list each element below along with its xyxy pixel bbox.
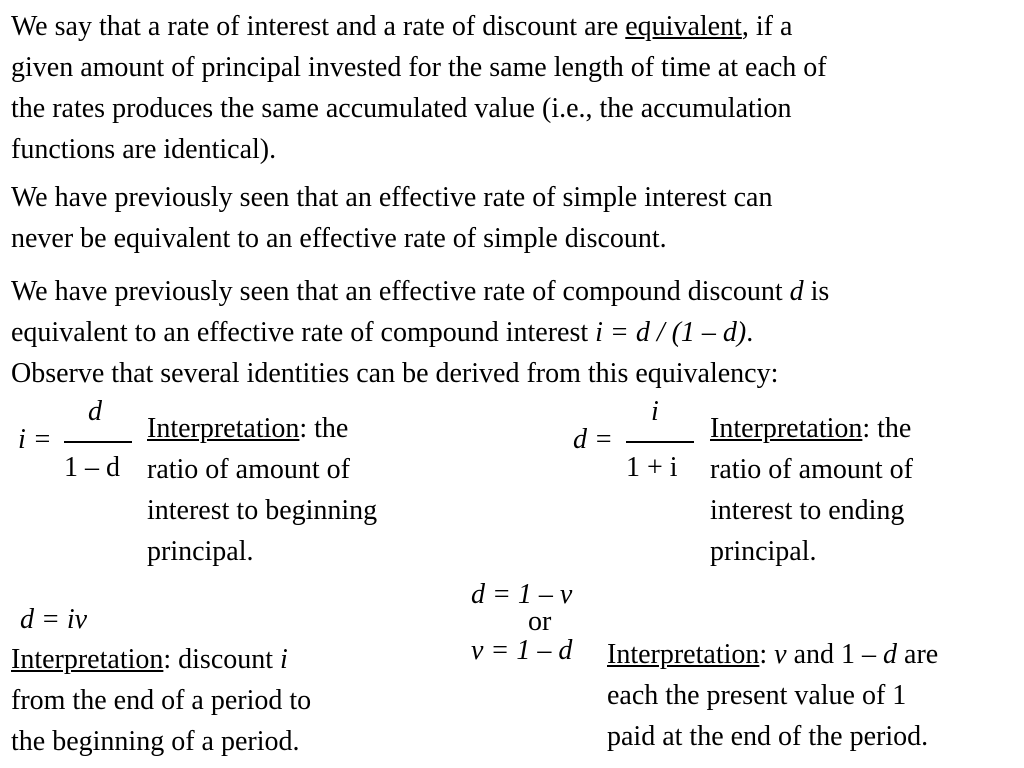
var-v: v — [774, 639, 787, 670]
interpretation-text: : discount — [163, 644, 281, 675]
compound-text: is — [803, 276, 830, 307]
interpretation-text: the beginning of a period. — [11, 726, 300, 757]
compound-line-3: Observe that several identities can be derived from this equivalency: — [11, 358, 779, 389]
interpretation-text: are — [897, 639, 939, 670]
formula-v-equation-2: v = 1 – d — [471, 635, 573, 666]
intro-text: We say that a rate of interest and a rate of discount are — [11, 11, 626, 42]
var-d: d — [883, 639, 898, 670]
compound-text: . — [746, 317, 754, 348]
intro-text: , if a — [741, 11, 793, 42]
intro-paragraph — [11, 6, 827, 170]
interpretation-text: from the end of a period to — [11, 685, 312, 716]
interpretation-text: principal. — [710, 536, 817, 567]
interpretation-label: Interpretation — [11, 644, 164, 675]
compound-text: equivalent to an effective rate of compound interest — [11, 317, 596, 348]
interpretation-text: principal. — [147, 536, 254, 567]
var-d: d — [789, 276, 804, 307]
intro-line-4: functions are identical). — [11, 134, 277, 165]
formula-i-lhs: i = — [18, 424, 52, 455]
interpretation-text: paid at the end of the period. — [607, 721, 929, 752]
simple-line-2: never be equivalent to an effective rate of simple discount. — [11, 223, 667, 254]
formula-d-numerator: i — [651, 396, 659, 427]
compound-formula: i = d / (1 – d) — [595, 317, 747, 348]
intro-line-1 — [11, 6, 827, 47]
compound-line-1 — [11, 271, 829, 312]
formula-div-equation: d = iv — [20, 604, 88, 635]
formula-div-interpretation — [11, 639, 311, 762]
formula-d-lhs: d = — [573, 424, 613, 455]
interpretation-label: Interpretation — [607, 639, 760, 670]
formula-i-denominator: 1 – d — [64, 452, 120, 483]
equivalent-term: equivalent — [625, 11, 742, 42]
formula-d-fraction-bar — [626, 441, 694, 443]
formula-v-equation-1: d = 1 – v — [471, 579, 573, 610]
interpretation-label: Interpretation — [147, 413, 300, 444]
compound-text: We have previously seen that an effective rate of compound discount — [11, 276, 790, 307]
interpretation-text: : — [759, 639, 775, 670]
formula-i-interpretation — [147, 408, 377, 572]
var-i: i — [280, 644, 288, 675]
formula-v-interpretation — [607, 634, 938, 757]
interpretation-label: Interpretation — [710, 413, 863, 444]
formula-v-or: or — [528, 606, 552, 637]
compound-paragraph — [11, 271, 829, 394]
interpretation-text: ratio of amount of — [710, 454, 913, 485]
interpretation-text: interest to ending — [710, 495, 905, 526]
interpretation-text: interest to beginning — [147, 495, 378, 526]
formula-i-numerator: d — [88, 396, 102, 427]
interpretation-text: and 1 – — [786, 639, 884, 670]
interpretation-text: ratio of amount of — [147, 454, 350, 485]
formula-i-fraction-bar — [64, 441, 132, 443]
formula-d-denominator: 1 + i — [626, 452, 678, 483]
simple-line-1: We have previously seen that an effective rate of simple interest can — [11, 182, 773, 213]
interpretation-text: : the — [862, 413, 912, 444]
compound-line-2 — [11, 312, 829, 353]
formula-d-interpretation — [710, 408, 913, 572]
interpretation-text: : the — [299, 413, 349, 444]
intro-line-2: given amount of principal invested for the same length of time at each of — [11, 52, 827, 83]
intro-line-3: the rates produces the same accumulated value (i.e., the accumulation — [11, 93, 792, 124]
interpretation-text: each the present value of 1 — [607, 680, 907, 711]
simple-paragraph — [11, 177, 772, 259]
